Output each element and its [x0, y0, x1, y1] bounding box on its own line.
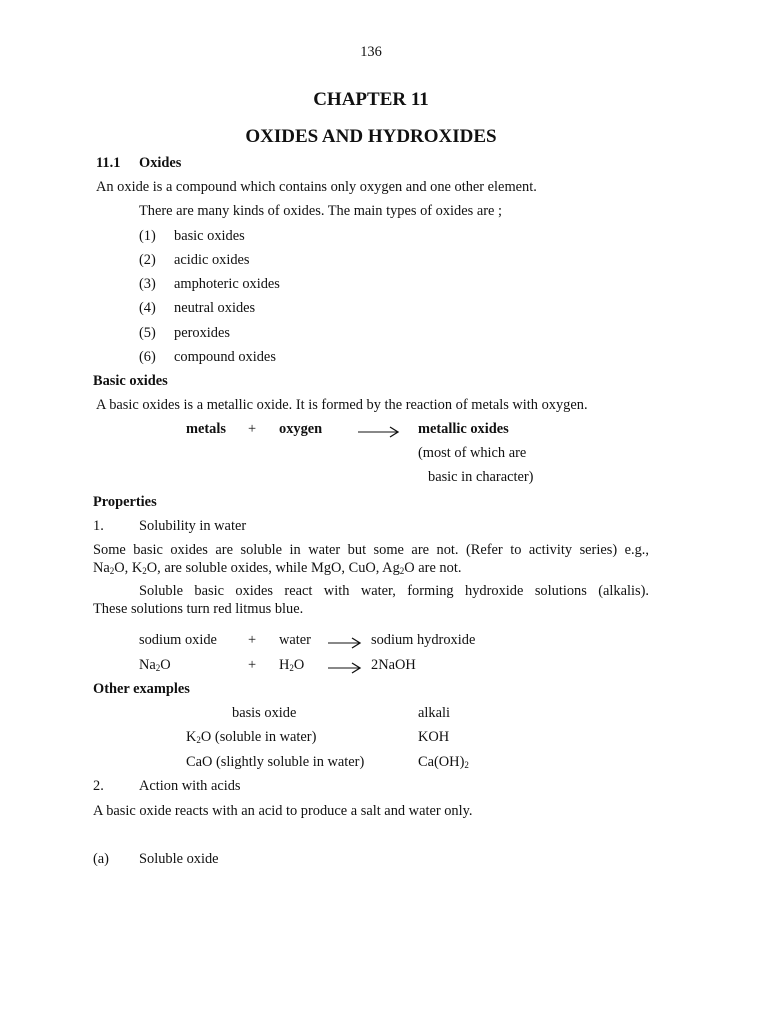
section-number: 11.1	[96, 155, 121, 171]
property-title: Solubility in water	[139, 518, 247, 534]
table-header-alkali: alkali	[418, 705, 450, 721]
subscript: 2	[196, 735, 201, 745]
alkali-line1: Soluble basic oxides react with water, forming hydroxide solutions (alkalis).	[139, 583, 649, 599]
types-intro: There are many kinds of oxides. The main types of oxides are ;	[139, 203, 502, 219]
list-item-number: (1)	[139, 228, 156, 244]
solubility-line2	[93, 559, 461, 577]
subscript: 2	[109, 566, 115, 576]
table-header-oxide: basis oxide	[232, 705, 297, 721]
formula-text: O	[160, 657, 171, 673]
product-sodium-hydroxide: sodium hydroxide	[371, 632, 476, 648]
list-item: compound oxides	[174, 349, 276, 365]
properties-heading: Properties	[93, 494, 157, 510]
list-item: amphoteric oxides	[174, 276, 280, 292]
plus-sign: +	[248, 632, 257, 648]
property-number: 2.	[93, 778, 104, 794]
reactant-h2o	[279, 656, 304, 674]
plus-sign: +	[248, 421, 257, 437]
formula-text: K	[186, 729, 197, 745]
table-cell-oxide	[186, 753, 364, 771]
plus-sign: +	[248, 657, 257, 673]
subscript: 2	[155, 663, 161, 673]
list-item-number: (4)	[139, 300, 156, 316]
list-item: neutral oxides	[174, 300, 256, 316]
page-number: 136	[360, 44, 382, 60]
alkali-line2: These solutions turn red litmus blue.	[93, 601, 304, 617]
table-cell-alkali	[418, 753, 469, 771]
formula-text: O, are soluble oxides, while MgO, CuO, Ag	[146, 560, 400, 576]
list-item-number: (6)	[139, 349, 156, 365]
list-item: acidic oxides	[174, 252, 250, 268]
reactant-metals: metals	[186, 421, 226, 437]
formula-text: O are not.	[404, 560, 462, 576]
chapter-subtitle: OXIDES AND HYDROXIDES	[245, 126, 497, 147]
product-metallic-oxides: metallic oxides	[418, 421, 509, 437]
formula-text: O	[293, 657, 305, 673]
reactant-na2o	[139, 656, 171, 674]
formula-text: O (soluble in water)	[200, 729, 317, 745]
formula-text: CaO (slightly soluble in water)	[186, 754, 365, 770]
product-note-line2: basic in character)	[428, 469, 534, 485]
subpart-label: (a)	[93, 851, 109, 867]
subscript: 2	[464, 760, 469, 770]
reaction-arrow-icon	[328, 661, 362, 675]
subpart-title: Soluble oxide	[139, 851, 219, 867]
subscript: 2	[399, 566, 405, 576]
basic-oxides-definition: A basic oxides is a metallic oxide. It is formed by the reaction of metals with oxygen.	[96, 397, 588, 413]
product-note-line1: (most of which are	[418, 445, 527, 461]
list-item: peroxides	[174, 325, 230, 341]
product-2naoh: 2NaOH	[371, 657, 416, 673]
list-item: basic oxides	[174, 228, 245, 244]
formula-text: Ca(OH)	[418, 754, 465, 770]
subscript: 2	[142, 566, 147, 576]
table-cell-oxide	[186, 728, 316, 746]
reaction-arrow-icon	[328, 636, 362, 650]
list-item-number: (2)	[139, 252, 156, 268]
subscript: 2	[289, 663, 294, 673]
basic-oxides-heading: Basic oxides	[93, 373, 168, 389]
formula-text: O, K	[114, 560, 143, 576]
reaction-arrow-icon	[358, 425, 400, 439]
oxide-definition: An oxide is a compound which contains only oxygen and one other element.	[96, 179, 537, 195]
formula-text: KOH	[418, 729, 450, 745]
section-title: Oxides	[139, 155, 182, 171]
formula-text: Na	[139, 657, 156, 673]
formula-text: H	[279, 657, 290, 673]
reactant-water: water	[279, 632, 311, 648]
chapter-title: CHAPTER 11	[313, 89, 429, 110]
reactant-oxygen: oxygen	[279, 421, 323, 437]
acid-reaction-text: A basic oxide reacts with an acid to produce a salt and water only.	[93, 803, 473, 819]
reactant-sodium-oxide: sodium oxide	[139, 632, 217, 648]
list-item-number: (3)	[139, 276, 156, 292]
list-item-number: (5)	[139, 325, 156, 341]
property-number: 1.	[93, 518, 104, 534]
table-cell-alkali	[418, 728, 449, 746]
formula-text: Na	[93, 560, 110, 576]
property-title: Action with acids	[139, 778, 241, 794]
solubility-line1: Some basic oxides are soluble in water but some are not. (Refer to activity series) e.g.,	[93, 542, 649, 558]
other-examples-heading: Other examples	[93, 681, 190, 697]
